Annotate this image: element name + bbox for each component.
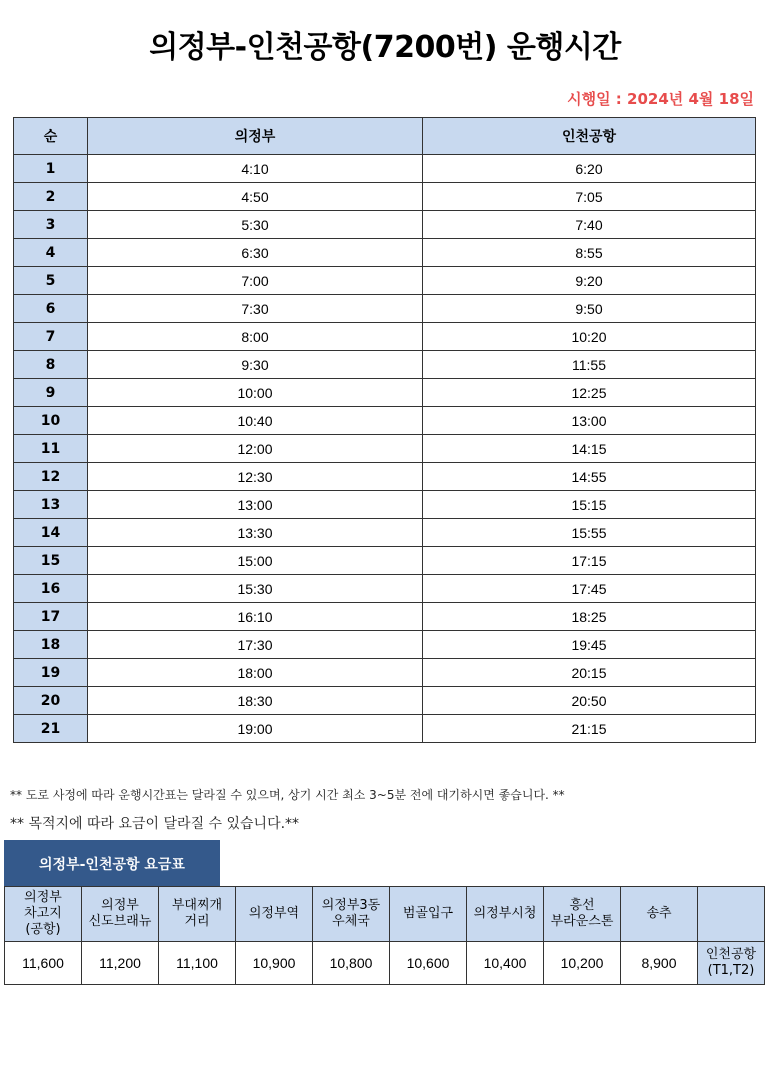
fare-stop-label: 차고지 xyxy=(24,906,62,921)
incheon-airport-departure-time: 14:55 xyxy=(423,463,756,491)
row-number: 20 xyxy=(14,687,88,715)
uijeongbu-departure-time: 16:10 xyxy=(88,603,423,631)
row-number: 10 xyxy=(14,407,88,435)
fare-note: ** 목적지에 따라 요금이 달라질 수 있습니다.** xyxy=(10,816,300,832)
row-number: 16 xyxy=(14,575,88,603)
table-row xyxy=(14,519,756,547)
incheon-airport-departure-time: 17:45 xyxy=(423,575,756,603)
fare-stop-header xyxy=(621,887,698,942)
fare-price: 8,900 xyxy=(621,942,698,985)
incheon-airport-departure-time: 6:20 xyxy=(423,155,756,183)
row-number: 4 xyxy=(14,239,88,267)
incheon-airport-departure-time: 7:05 xyxy=(423,183,756,211)
table-row xyxy=(14,603,756,631)
table-row xyxy=(14,183,756,211)
fare-stop-label: 의정부 xyxy=(24,890,62,905)
uijeongbu-departure-time: 9:30 xyxy=(88,351,423,379)
fare-price: 11,100 xyxy=(159,942,236,985)
uijeongbu-departure-time: 7:30 xyxy=(88,295,423,323)
uijeongbu-departure-time: 5:30 xyxy=(88,211,423,239)
fare-stop-label: 송추 xyxy=(646,906,672,921)
fare-price: 10,800 xyxy=(313,942,390,985)
uijeongbu-departure-time: 18:00 xyxy=(88,659,423,687)
column-header-uijeongbu: 의정부 xyxy=(88,118,423,155)
incheon-airport-departure-time: 13:00 xyxy=(423,407,756,435)
uijeongbu-departure-time: 15:30 xyxy=(88,575,423,603)
effective-date: 시행일 : 2024년 4월 18일 xyxy=(567,90,754,108)
row-number: 13 xyxy=(14,491,88,519)
table-row xyxy=(14,267,756,295)
incheon-airport-departure-time: 9:20 xyxy=(423,267,756,295)
uijeongbu-departure-time: 4:10 xyxy=(88,155,423,183)
fare-stop-label: 의정부 xyxy=(101,898,139,913)
fare-stop-header xyxy=(467,887,544,942)
fare-price: 11,200 xyxy=(82,942,159,985)
uijeongbu-departure-time: 13:00 xyxy=(88,491,423,519)
fare-stop-label: 우체국 xyxy=(332,914,370,929)
fare-destination-label: (T1,T2) xyxy=(707,963,755,978)
table-row xyxy=(14,715,756,743)
fare-destination-label: 인천공항 xyxy=(705,947,757,962)
uijeongbu-departure-time: 8:00 xyxy=(88,323,423,351)
row-number: 3 xyxy=(14,211,88,239)
incheon-airport-departure-time: 15:15 xyxy=(423,491,756,519)
row-number: 12 xyxy=(14,463,88,491)
fare-stop-label: 부라운스톤 xyxy=(550,914,614,929)
incheon-airport-departure-time: 7:40 xyxy=(423,211,756,239)
fare-stop-header xyxy=(5,887,82,942)
uijeongbu-departure-time: 19:00 xyxy=(88,715,423,743)
timetable xyxy=(13,117,756,743)
uijeongbu-departure-time: 6:30 xyxy=(88,239,423,267)
row-number: 11 xyxy=(14,435,88,463)
fare-stop-header xyxy=(236,887,313,942)
fare-destination xyxy=(698,942,765,985)
fare-price: 10,400 xyxy=(467,942,544,985)
fare-stop-label: 신도브래뉴 xyxy=(88,914,152,929)
timetable-header-row xyxy=(14,118,756,155)
fare-stop-label: 의정부3동 xyxy=(321,898,381,913)
table-row xyxy=(14,687,756,715)
uijeongbu-departure-time: 7:00 xyxy=(88,267,423,295)
row-number: 21 xyxy=(14,715,88,743)
fare-price: 10,600 xyxy=(390,942,467,985)
incheon-airport-departure-time: 20:15 xyxy=(423,659,756,687)
uijeongbu-departure-time: 15:00 xyxy=(88,547,423,575)
fare-stop-label: 부대찌개 xyxy=(171,898,223,913)
row-number: 17 xyxy=(14,603,88,631)
row-number: 18 xyxy=(14,631,88,659)
fare-price-row xyxy=(5,942,765,985)
incheon-airport-departure-time: 9:50 xyxy=(423,295,756,323)
uijeongbu-departure-time: 12:00 xyxy=(88,435,423,463)
incheon-airport-departure-time: 15:55 xyxy=(423,519,756,547)
table-row xyxy=(14,379,756,407)
table-row xyxy=(14,407,756,435)
uijeongbu-departure-time: 10:40 xyxy=(88,407,423,435)
row-number: 1 xyxy=(14,155,88,183)
fare-stop-header xyxy=(544,887,621,942)
table-row xyxy=(14,575,756,603)
row-number: 8 xyxy=(14,351,88,379)
row-number: 7 xyxy=(14,323,88,351)
incheon-airport-departure-time: 12:25 xyxy=(423,379,756,407)
row-number: 2 xyxy=(14,183,88,211)
fare-stop-header xyxy=(390,887,467,942)
uijeongbu-departure-time: 18:30 xyxy=(88,687,423,715)
table-row xyxy=(14,547,756,575)
incheon-airport-departure-time: 17:15 xyxy=(423,547,756,575)
fare-stop-header xyxy=(698,887,765,942)
row-number: 6 xyxy=(14,295,88,323)
table-row xyxy=(14,239,756,267)
fare-stop-header xyxy=(159,887,236,942)
row-number: 5 xyxy=(14,267,88,295)
fare-stop-label: 범골입구 xyxy=(402,906,454,921)
table-row xyxy=(14,155,756,183)
incheon-airport-departure-time: 19:45 xyxy=(423,631,756,659)
page-title: 의정부-인천공항(7200번) 운행시간 xyxy=(149,30,621,65)
incheon-airport-departure-time: 11:55 xyxy=(423,351,756,379)
table-row xyxy=(14,323,756,351)
fare-header-row xyxy=(5,887,765,942)
incheon-airport-departure-time: 10:20 xyxy=(423,323,756,351)
incheon-airport-departure-time: 20:50 xyxy=(423,687,756,715)
uijeongbu-departure-time: 10:00 xyxy=(88,379,423,407)
uijeongbu-departure-time: 17:30 xyxy=(88,631,423,659)
table-row xyxy=(14,435,756,463)
table-row xyxy=(14,351,756,379)
incheon-airport-departure-time: 18:25 xyxy=(423,603,756,631)
column-header-number: 순 xyxy=(14,118,88,155)
row-number: 14 xyxy=(14,519,88,547)
fare-stop-label: (공항) xyxy=(25,922,61,937)
fare-stop-label: 흥선 xyxy=(569,898,595,913)
table-row xyxy=(14,463,756,491)
row-number: 9 xyxy=(14,379,88,407)
incheon-airport-departure-time: 21:15 xyxy=(423,715,756,743)
table-row xyxy=(14,491,756,519)
fare-stop-label: 의정부시청 xyxy=(473,906,537,921)
row-number: 15 xyxy=(14,547,88,575)
fare-stop-header xyxy=(313,887,390,942)
table-row xyxy=(14,211,756,239)
table-row xyxy=(14,295,756,323)
schedule-note: ** 도로 사정에 따라 운행시간표는 달라질 수 있으며, 상기 시간 최소 3~5분 전에 대기하시면 좋습니다. ** xyxy=(10,788,565,802)
timetable-body xyxy=(14,155,756,743)
fare-stop-label: 의정부역 xyxy=(248,906,300,921)
table-row xyxy=(14,631,756,659)
incheon-airport-departure-time: 14:15 xyxy=(423,435,756,463)
incheon-airport-departure-time: 8:55 xyxy=(423,239,756,267)
fare-price: 10,900 xyxy=(236,942,313,985)
column-header-incheon-airport: 인천공항 xyxy=(423,118,756,155)
table-row xyxy=(14,659,756,687)
fare-price: 10,200 xyxy=(544,942,621,985)
uijeongbu-departure-time: 4:50 xyxy=(88,183,423,211)
row-number: 19 xyxy=(14,659,88,687)
fare-stop-label: 거리 xyxy=(184,914,210,929)
fare-stop-header xyxy=(82,887,159,942)
uijeongbu-departure-time: 13:30 xyxy=(88,519,423,547)
uijeongbu-departure-time: 12:30 xyxy=(88,463,423,491)
fare-table-title: 의정부-인천공항 요금표 xyxy=(4,840,220,887)
fare-table xyxy=(4,886,765,985)
fare-price: 11,600 xyxy=(5,942,82,985)
